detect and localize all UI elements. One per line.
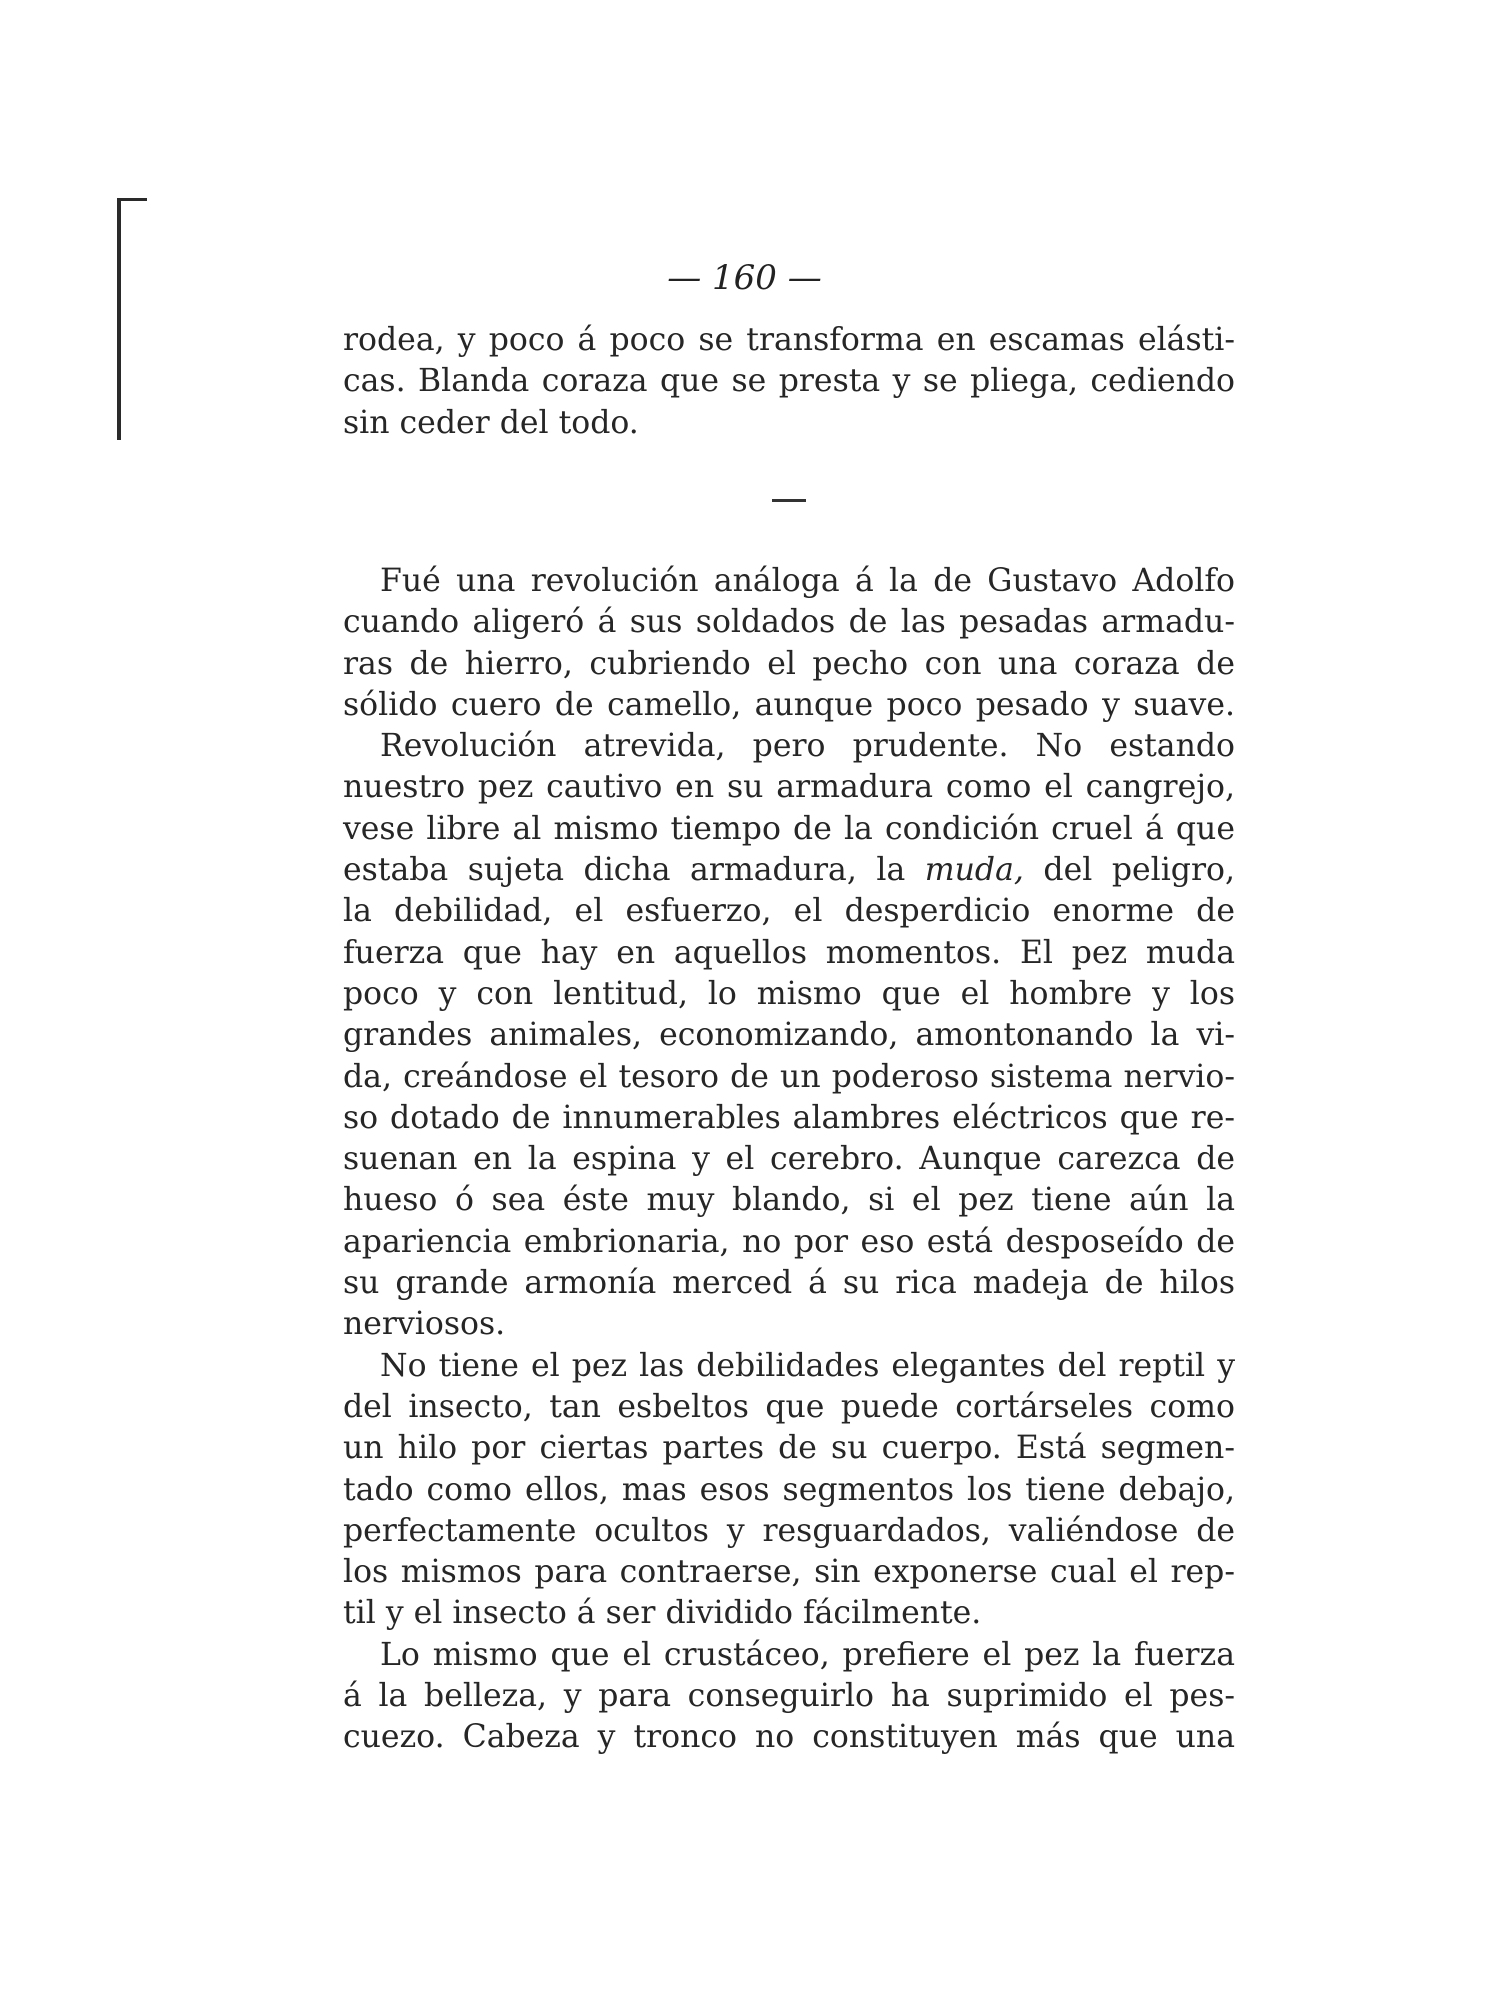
text-line: grandes animales, economizando, amontonando la vi- bbox=[343, 1017, 1235, 1054]
text-line: No tiene el pez las debilidades elegantes del reptil y bbox=[380, 1347, 1235, 1384]
text-line: perfectamente ocultos y resguardados, valiéndose de bbox=[343, 1512, 1235, 1549]
text-segment: estaba sujeta dicha armadura, la bbox=[343, 852, 925, 889]
text-line: poco y con lentitud, lo mismo que el hombre y los bbox=[343, 975, 1235, 1012]
body-text bbox=[343, 561, 1235, 1759]
text-line: á la belleza, y para conseguirlo ha suprimido el pes- bbox=[343, 1678, 1235, 1715]
text-line: tado como ellos, mas esos segmentos los tiene debajo, bbox=[343, 1471, 1235, 1508]
text-line: sólido cuero de camello, aunque poco pesado y suave. bbox=[343, 686, 1235, 723]
text-line: cuezo. Cabeza y tronco no constituyen más que una bbox=[343, 1719, 1235, 1756]
text-line: un hilo por ciertas partes de su cuerpo. Está segmen- bbox=[343, 1430, 1235, 1467]
text-line: su grande armonía merced á su rica madeja de hilos bbox=[343, 1265, 1235, 1302]
text-line: Fué una revolución análoga á la de Gustavo Adolfo bbox=[380, 563, 1235, 599]
italic-word: muda, bbox=[924, 852, 1024, 889]
text-line: Lo mismo que el crustáceo, prefiere el pez la fuerza bbox=[380, 1636, 1235, 1673]
text-line: sin ceder del todo. bbox=[343, 404, 639, 441]
text-line: la debilidad, el esfuerzo, el desperdicio enorme de bbox=[343, 893, 1235, 930]
margin-mark bbox=[117, 198, 147, 201]
text-line bbox=[343, 850, 1235, 891]
page-number: — 160 — bbox=[667, 258, 822, 298]
text-line: nerviosos. bbox=[343, 1306, 506, 1343]
text-line: nuestro pez cautivo en su armadura como el cangrejo, bbox=[343, 769, 1235, 806]
paragraph-continuation bbox=[343, 320, 1235, 444]
text-segment: del peligro, bbox=[1023, 852, 1235, 889]
text-line: los mismos para contraerse, sin exponerse cual el rep- bbox=[343, 1554, 1235, 1591]
text-line: suenan en la espina y el cerebro. Aunque carezca de bbox=[343, 1141, 1235, 1178]
text-line: Revolución atrevida, pero prudente. No estando bbox=[380, 728, 1235, 765]
text-line: til y el insecto á ser dividido fácilmente. bbox=[343, 1595, 982, 1632]
text-line: rodea, y poco á poco se transforma en escamas elásti- bbox=[343, 322, 1235, 358]
section-separator bbox=[772, 499, 806, 502]
text-line: ras de hierro, cubriendo el pecho con una coraza de bbox=[343, 645, 1235, 682]
text-line: vese libre al mismo tiempo de la condición cruel á que bbox=[343, 810, 1235, 847]
text-line: hueso ó sea éste muy blando, si el pez tiene aún la bbox=[343, 1182, 1235, 1219]
text-line: apariencia embrionaria, no por eso está desposeído de bbox=[343, 1223, 1235, 1260]
text-line: da, creándose el tesoro de un poderoso sistema nervio- bbox=[343, 1058, 1235, 1095]
text-line: cuando aligeró á sus soldados de las pesadas armadu- bbox=[343, 604, 1235, 641]
text-line: so dotado de innumerables alambres eléctricos que re- bbox=[343, 1099, 1235, 1136]
text-line: cas. Blanda coraza que se presta y se pliega, cediendo bbox=[343, 363, 1235, 400]
text-line: del insecto, tan esbeltos que puede cortárseles como bbox=[343, 1388, 1235, 1425]
text-line: fuerza que hay en aquellos momentos. El pez muda bbox=[343, 934, 1235, 971]
margin-rule bbox=[117, 200, 121, 440]
